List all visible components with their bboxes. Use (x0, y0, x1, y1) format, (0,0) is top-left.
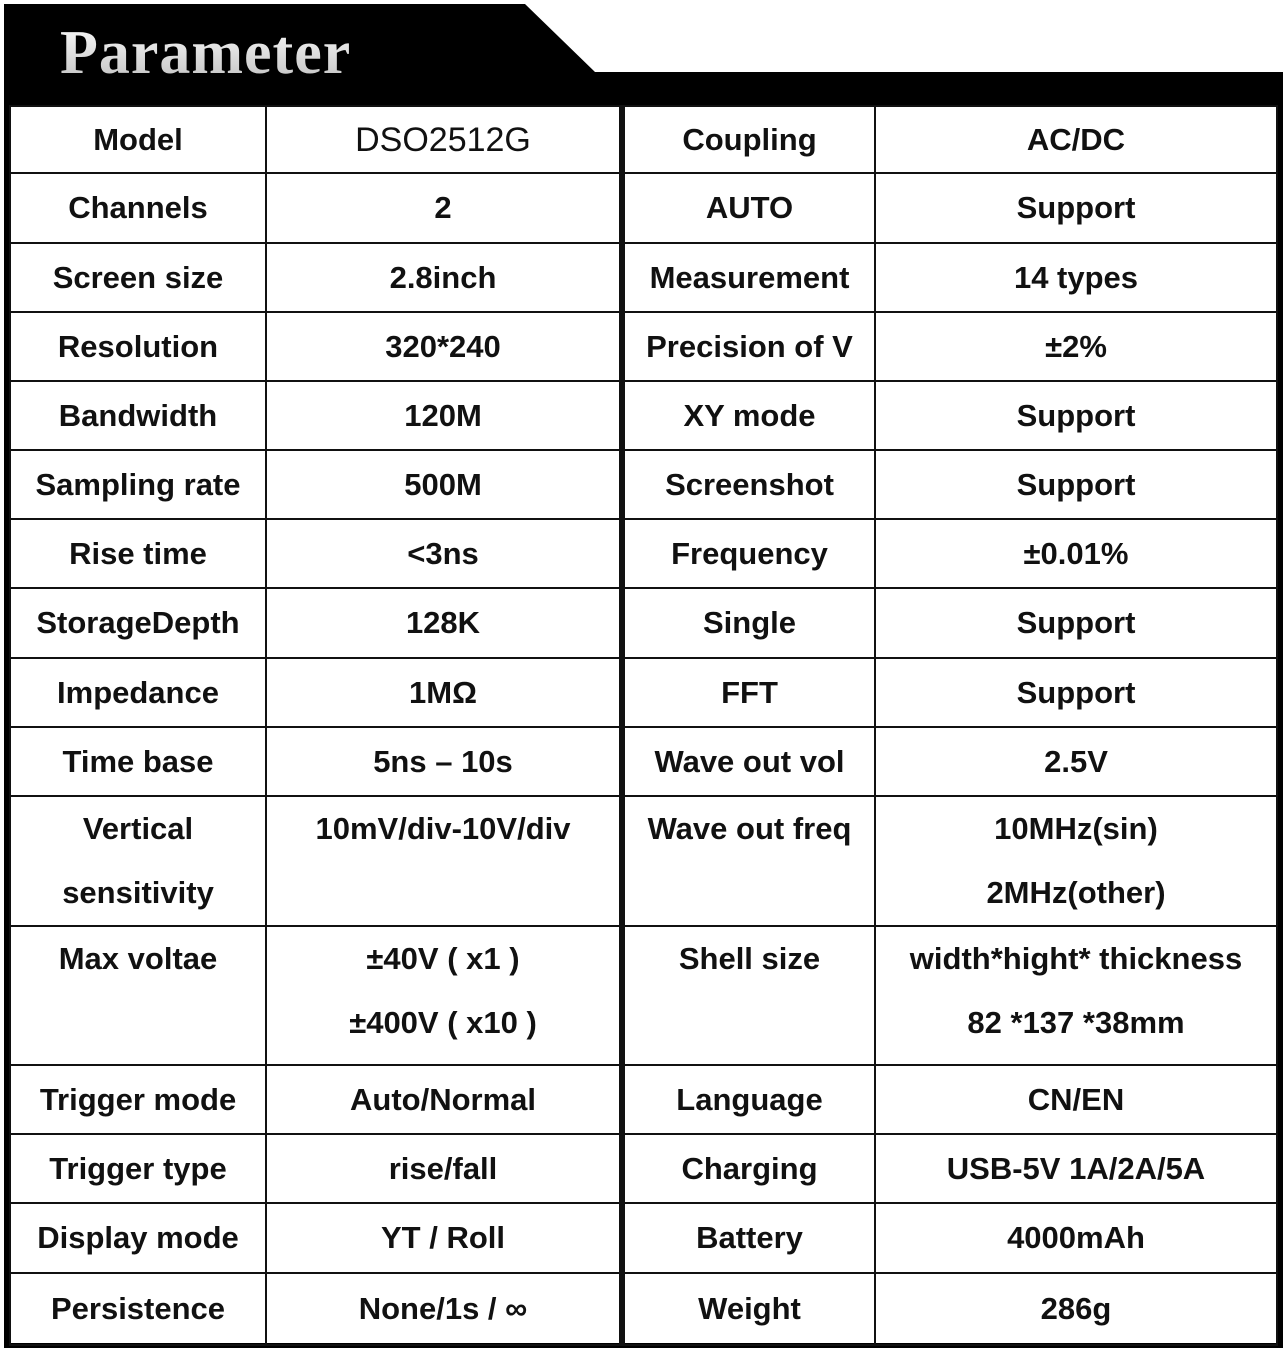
param-value-cell (875, 173, 1277, 243)
param-value: 1MΩ (409, 674, 477, 710)
param-name: StorageDepth (36, 605, 240, 640)
param-value-cell (875, 106, 1277, 173)
param-name-cell (622, 1065, 875, 1134)
param-value: 320*240 (385, 328, 501, 364)
param-value-cell (875, 1065, 1277, 1134)
param-name-cell (622, 312, 875, 381)
param-name: Frequency (671, 535, 828, 571)
param-value-cell (875, 312, 1277, 381)
param-value-cell (266, 1134, 622, 1203)
param-value-cell (875, 658, 1277, 727)
param-name-cell (622, 1134, 875, 1203)
param-name: Single (702, 605, 796, 640)
param-name-cell (622, 106, 875, 173)
param-name-cell (622, 381, 875, 450)
param-value-cell (875, 243, 1277, 312)
param-name: Wave out vol (654, 743, 845, 779)
param-name: XY mode (683, 397, 816, 433)
param-value-cell (266, 1273, 622, 1345)
param-name-cell (10, 588, 266, 658)
param-value-cell (266, 588, 622, 658)
param-value-cell (875, 796, 1277, 926)
param-name: Max voltae (58, 941, 218, 976)
param-name: Screenshot (665, 466, 834, 502)
param-value-cell (266, 926, 622, 1065)
param-value: <3ns (407, 535, 479, 571)
param-value-cell (266, 173, 622, 243)
param-name-cell (622, 658, 875, 727)
table-row (10, 926, 1277, 1065)
param-name: Model (93, 121, 183, 157)
param-name: Sampling rate (35, 466, 241, 502)
param-name: Trigger type (49, 1150, 227, 1186)
table-row (10, 106, 1277, 173)
param-name-cell (10, 658, 266, 727)
param-name-cell (10, 796, 266, 926)
param-value-cell (875, 588, 1277, 658)
param-value: Support (1016, 605, 1136, 640)
page-title: Parameter (60, 19, 352, 87)
param-value-cell (266, 796, 622, 926)
param-value-cell (875, 1203, 1277, 1273)
param-name-cell (622, 796, 875, 926)
param-name: sensitivity (62, 875, 214, 910)
table-row (10, 1203, 1277, 1273)
param-value: 10mV/div-10V/div (315, 811, 571, 846)
param-name-cell (622, 173, 875, 243)
param-name-cell (622, 243, 875, 312)
param-name: Weight (698, 1291, 801, 1326)
table-row (10, 450, 1277, 519)
param-value: width*hight* thickness (909, 941, 1243, 976)
param-value-cell (266, 1065, 622, 1134)
table-row (10, 658, 1277, 727)
param-value-cell (875, 450, 1277, 519)
param-name-cell (10, 1065, 266, 1134)
table-row (10, 796, 1277, 926)
param-name-cell (10, 727, 266, 796)
parameter-table (4, 100, 1283, 1348)
param-name: Precision of V (646, 328, 853, 364)
param-value-cell (266, 450, 622, 519)
param-value: CN/EN (1027, 1081, 1125, 1117)
param-name: Shell size (678, 941, 821, 976)
param-value: Support (1016, 466, 1136, 502)
param-name-cell (10, 1134, 266, 1203)
table-row (10, 381, 1277, 450)
param-name: Language (676, 1081, 823, 1117)
param-value-cell (875, 519, 1277, 588)
param-value-cell (875, 926, 1277, 1065)
param-value: 10MHz(sin) (994, 811, 1158, 846)
param-name: Screen size (52, 259, 224, 295)
param-value-cell (266, 1203, 622, 1273)
param-value-cell (266, 312, 622, 381)
param-value: ±40V ( x1 ) (366, 941, 520, 976)
param-value: 4000mAh (1007, 1220, 1145, 1255)
param-value: AC/DC (1026, 121, 1126, 157)
param-name-cell (10, 450, 266, 519)
param-name: Persistence (50, 1291, 226, 1326)
param-name: Bandwidth (58, 397, 218, 433)
param-name-cell (10, 519, 266, 588)
param-value: None/1s / ∞ (358, 1291, 528, 1326)
param-value: 500M (404, 466, 482, 502)
param-value: 2.5V (1044, 743, 1108, 779)
param-name-cell (10, 243, 266, 312)
param-name: Battery (696, 1220, 803, 1255)
param-name: Trigger mode (39, 1081, 237, 1117)
param-name-cell (10, 926, 266, 1065)
param-name: Wave out freq (647, 811, 852, 846)
param-name-cell (622, 450, 875, 519)
param-name-cell (622, 1273, 875, 1345)
param-name-cell (622, 727, 875, 796)
param-value-cell (266, 381, 622, 450)
table-row (10, 1134, 1277, 1203)
table-row (10, 519, 1277, 588)
param-name: Charging (681, 1150, 818, 1186)
param-value: Support (1016, 190, 1136, 225)
table-row (10, 312, 1277, 381)
param-value-cell (875, 1134, 1277, 1203)
param-value: YT / Roll (381, 1220, 505, 1255)
param-value: Support (1016, 674, 1136, 710)
param-value-cell (266, 658, 622, 727)
table-row (10, 1273, 1277, 1345)
param-value: 2.8inch (389, 259, 497, 295)
param-name: Time base (62, 743, 214, 779)
param-value: ±400V ( x10 ) (349, 1005, 537, 1040)
param-value: 82 *137 *38mm (967, 1005, 1185, 1040)
param-value-cell (266, 106, 622, 173)
param-name-cell (622, 519, 875, 588)
param-value: 286g (1040, 1291, 1112, 1326)
param-name-cell (10, 106, 266, 173)
param-value: 2 (434, 190, 452, 225)
param-value: Support (1016, 397, 1136, 433)
param-name: AUTO (705, 190, 794, 225)
param-value: 14 types (1013, 259, 1139, 295)
param-value-cell (875, 381, 1277, 450)
param-name-cell (622, 926, 875, 1065)
table-row (10, 588, 1277, 658)
param-value: rise/fall (388, 1150, 498, 1186)
param-value: 128K (405, 605, 481, 640)
param-name: Measurement (649, 259, 850, 295)
table-row (10, 173, 1277, 243)
param-name: Channels (68, 190, 208, 225)
param-value-cell (875, 1273, 1277, 1345)
param-name: Coupling (682, 121, 817, 157)
param-value: 120M (404, 397, 482, 433)
table-row (10, 727, 1277, 796)
param-name-cell (10, 1273, 266, 1345)
param-name: Resolution (57, 328, 219, 364)
param-name-cell (622, 588, 875, 658)
param-value: DSO2512G (355, 120, 531, 159)
param-name-cell (10, 173, 266, 243)
param-name: Impedance (57, 674, 219, 710)
param-value: Auto/Normal (350, 1081, 536, 1117)
param-name-cell (10, 381, 266, 450)
param-value: 5ns – 10s (373, 743, 513, 779)
param-name-cell (10, 312, 266, 381)
table-row (10, 243, 1277, 312)
table-row (10, 1065, 1277, 1134)
param-value: USB-5V 1A/2A/5A (946, 1150, 1206, 1186)
param-name: FFT (721, 674, 778, 710)
param-value-cell (266, 243, 622, 312)
param-name: Rise time (69, 535, 207, 571)
param-value: ±2% (1045, 328, 1107, 364)
param-value-cell (266, 727, 622, 796)
param-value: 2MHz(other) (986, 875, 1166, 910)
param-value: ±0.01% (1023, 535, 1129, 571)
param-value-cell (875, 727, 1277, 796)
param-name: Display mode (37, 1220, 239, 1255)
param-name-cell (622, 1203, 875, 1273)
param-name: Vertical (82, 811, 194, 846)
param-name-cell (10, 1203, 266, 1273)
param-value-cell (266, 519, 622, 588)
